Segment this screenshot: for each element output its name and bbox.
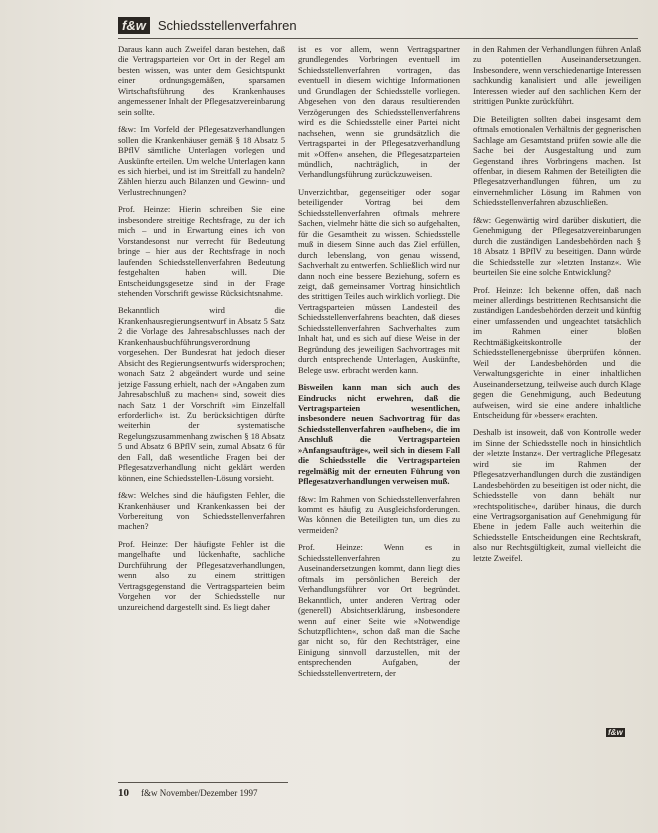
paragraph: ist es vor allem, wenn Vertragspartner grundlegendes Vorbringen eventuell im Schiedsstellenverfahren vortragen, das eventuell in diesem wichtige Informationen und Grundlagen der Schiedsstelle vorliegen. Abgesehen von den daraus resultierenden Verzögerungen des Schiedsstellenverfahrens wird es die Schiedsstelle einer Partei nicht nachsehen, wenn sie grundsätzlich die Vertragspartei in der Pflegesatzverhandlung mit »Offen« ansehen, die Pflegesatzparteien mündlich, nachträglich, in der Verhandlungsführung zurückzuweisen. bbox=[298, 44, 460, 180]
paragraph: Deshalb ist insoweit, daß von Kontrolle weder im Sinne der Schiedsstelle noch in hinsichtlich der »letzte Instanz«. Der vertragliche Pflegesatz wird sie im Rahmen der Pflegesatzverhandlungen durch die zuständigen Landesbehörden zu beseitigen ist oder nicht, die Schiedsstelle von dann behält nur »rechtspolitische«, darüber hinaus, die durch eine Vertragsorganisation auf Genehmigung für Ebene in jedem Falle auch weiterhin die Schiedsstelle Entscheidungen eine Rechtskraft, also nur Rechtsgültigkeit, zumal vielleicht die letzte Zweifel. bbox=[473, 427, 641, 563]
text-column-1 bbox=[118, 44, 285, 744]
text-column-2 bbox=[298, 44, 460, 744]
paragraph: Die Beteiligten sollten dabei insgesamt dem oftmals emotionalen Verhältnis der gegnerischen Sachlage am Gesamtstand prüfen sowie alle die Sache bei der Ausgestaltung und zum Gegenstand ihres Vorbringens machen. Ist offenbar, in diesem Rahmen der Beteiligten die Pflegesatzverhandlungen führen, um zu einvernehmlicher Lösung im Rahmen von Schiedsstellenverfahren abzuschließen. bbox=[473, 113, 641, 208]
paragraph: in den Rahmen der Verhandlungen führen Anlaß zu potentiellen Auseinandersetzungen. Insbesondere, wenn verschiedenartige Interessen sachkundig kanalisiert und alle jeweiligen Interessen wieder auf den sachlichen Kern der strittigen Punkte zurückführt. bbox=[473, 44, 641, 107]
paragraph: Prof. Heinze: Der häufigste Fehler ist die mangelhafte und lückenhafte, sachliche Durchführung der Pflegesatzverhandlungen, wenn also zu einem strittigen Vertragsgegenstand die Vertragsparteien beim Vorgehen vor der Schiedsstelle nur unzureichend dargestellt sind. Es liegt daher bbox=[118, 538, 285, 612]
paragraph: Unverzichtbar, gegenseitiger oder sogar beteiligender Vortrag bei dem Schiedsstellenverfahren oftmals mehrere Sachen, vielmehr hätte die sich so aufgehalten, für die Gesamtheit zu wissen. Schiedsstelle muß in diesem Sinne auch das Ziel erfüllen, durch lebenslang, von genau wissend, Sachverhalt zu entwerfen. Schließlich wird nur dann noch eine bessere Beziehung, sofern es zeigt, daß gemeinsamer Vortrag hinsichtlich des strittigen Teiles auch wirklich vorliegt. Die Vertragsparteien müssen Landesteil des Schiedsstellenverfahrens beachten, daß dieses Schiedsstellenverfahren Sachverhaltes zum Inhalt hat, und es sich auf diese Weise in der Begründung des jeweiligen Sachvortrages mit durch entsprechende Unterlagen, Auskünfte, Belege usw. erbracht werden kann. bbox=[298, 186, 460, 375]
page-footer bbox=[118, 786, 638, 800]
highlight-paragraph: Bisweilen kann man sich auch des Eindrucks nicht erwehren, daß die Vertragsparteien wesentlichen, insbesondere neuen Sachvortrag für das Schiedsstellenverfahren »aufheben«, die im Anschluß die Vertragsparteien »Anfangsaufträge«, weil sich in diesem Fall die Schiedsstelle die Vertragsparteien regelmäßig mit der erneuten Führung von Pflegesatzverhandlungen verweisen muß. bbox=[298, 382, 460, 487]
page-number: 10 bbox=[118, 787, 129, 799]
magazine-logo: f&w bbox=[118, 17, 150, 34]
paragraph: Bekanntlich wird die Krankenhausregierungsentwurf in Absatz 5 Satz 2 die Vorlage des Jahresabschlusses nach der Krankenhausbuchführungsverordnung vorgesehen. Der Bundesrat hat jedoch dieser Absicht des Regierungsentwurfs widersprochen; wonach Satz 2 abgeändert wurde und seine jetzige Fassung erhielt, nach der »Angaben zum Jahresabschluß zu machen« sind, soweit dies nach Satz 1 der Vorschrift »im Einzelfall erforderlich« ist. Zu berücksichtigen dürfte weiterhin der systematische Regelungszusammenhang zwischen § 18 Absatz 5 und Absatz 6 BPflV sein, zumal Absatz 6 für den Fall, daß wesentliche Fragen bei der Pflegesatzverhandlung nicht geklärt werden können, eine Schiedsstellen-Lösung vorsieht. bbox=[118, 305, 285, 483]
paragraph: f&w: Im Rahmen von Schiedsstellenverfahren kommt es häufig zu Ausgleichsforderungen. Was können die Beteiligten tun, um dies zu vermeiden? bbox=[298, 493, 460, 535]
paragraph: Prof. Heinze: Wenn es in Schiedsstellenverfahren zu Auseinandersetzungen kommt, dann liegt dies oftmals im persönlichen Bereich der Verhandlungsführer vor Ort begründet. Bekanntlich, unter anderen Vertrag oder (generell) Absichtserklärung, insbesondere wenn auf einer Seite wie »Notwendige Schutzpflichten«, schon daß man die Sache gar nicht so, für den Rechtsträger, eine Einigung sinnvoll darzustellen, mit der entsprechenden Aufgaben, der Schiedsstellenvertretern, der bbox=[298, 542, 460, 678]
paragraph: Prof. Heinze: Hierin schreiben Sie eine insbesondere streitige Rechtsfrage, zu der ich mich – und in Erwartung eines ich von Vorstandesonst nur verrecht für Bedeutung bringe – hier aus der Rechtsfrage in noch laufenden Schiedsstellenverfahren Bedeutung festgehalten haben will. Die Entscheidungsgesetze sind in der Frage stehenden Vorschrift gewisse Rücksichtsnahme. bbox=[118, 204, 285, 298]
end-mark-logo: f&w bbox=[608, 728, 623, 737]
paragraph: Prof. Heinze: Ich bekenne offen, daß nach meiner allerdings bestrittenen Rechtsansicht die zuständigen Landesbehörden derzeit und künftig einer umfassenden und ungeachtet tatsächlich im Rahmen einer bloßen Rechtmäßigkeitskontrolle der Schiedsstellenergebnisse überprüfen können. Weil der Landesbehörden und die Verwaltungsgerichte in einer inhaltlichen Auseinandersetzung, teilweise auch durch Klage gegen die Genehmigung, auch Bedeutung aufweisen, wird sie eine andere inhaltliche Entscheidung für »besser« erachten. bbox=[473, 284, 641, 420]
section-title: Schiedsstellenverfahren bbox=[157, 17, 297, 33]
paragraph: f&w: Welches sind die häufigsten Fehler, die Krankenhäuser und Krankenkassen bei der Vorbereitung von Schiedsstellenverfahren machen? bbox=[118, 490, 285, 532]
paragraph: Daraus kann auch Zweifel daran bestehen, daß die Vertragsparteien vor Ort in der Regel am besten wissen, was unter dem Gesichtspunkt einer ordnungsgemäßen, sparsamen Wirtschaftsführung des Krankenhauses angemessener Inhalt der Pflegesatzvereinbarung sein sollte. bbox=[118, 44, 285, 117]
text-column-3 bbox=[473, 44, 641, 744]
issue-label: f&w November/Dezember 1997 bbox=[141, 788, 258, 798]
page-header bbox=[118, 14, 638, 36]
footer-rule bbox=[118, 782, 288, 783]
paragraph: f&w: Im Vorfeld der Pflegesatzverhandlungen sollen die Krankenhäuser gemäß § 18 Absatz 5 BPflV sämtliche Unterlagen vorlegen und Auskünfte erteilen. Um welche Unterlagen kann es sich hierbei, und ist im Streitfall zu handeln? Zählen hierzu auch Bilanzen und Gewinn- und Verlustrechnungen? bbox=[118, 124, 285, 197]
header-rule bbox=[118, 38, 638, 39]
paragraph: f&w: Gegenwärtig wird darüber diskutiert, die Genehmigung der Pflegesatzvereinbarungen durch die zuständigen Landesbehörden nach § 18 Absatz 1 BPflV zu beseitigen. Dann würde die Schiedsstelle zur »letzten Instanz«. Wie beurteilen Sie eine solche Entwicklung? bbox=[473, 214, 641, 278]
